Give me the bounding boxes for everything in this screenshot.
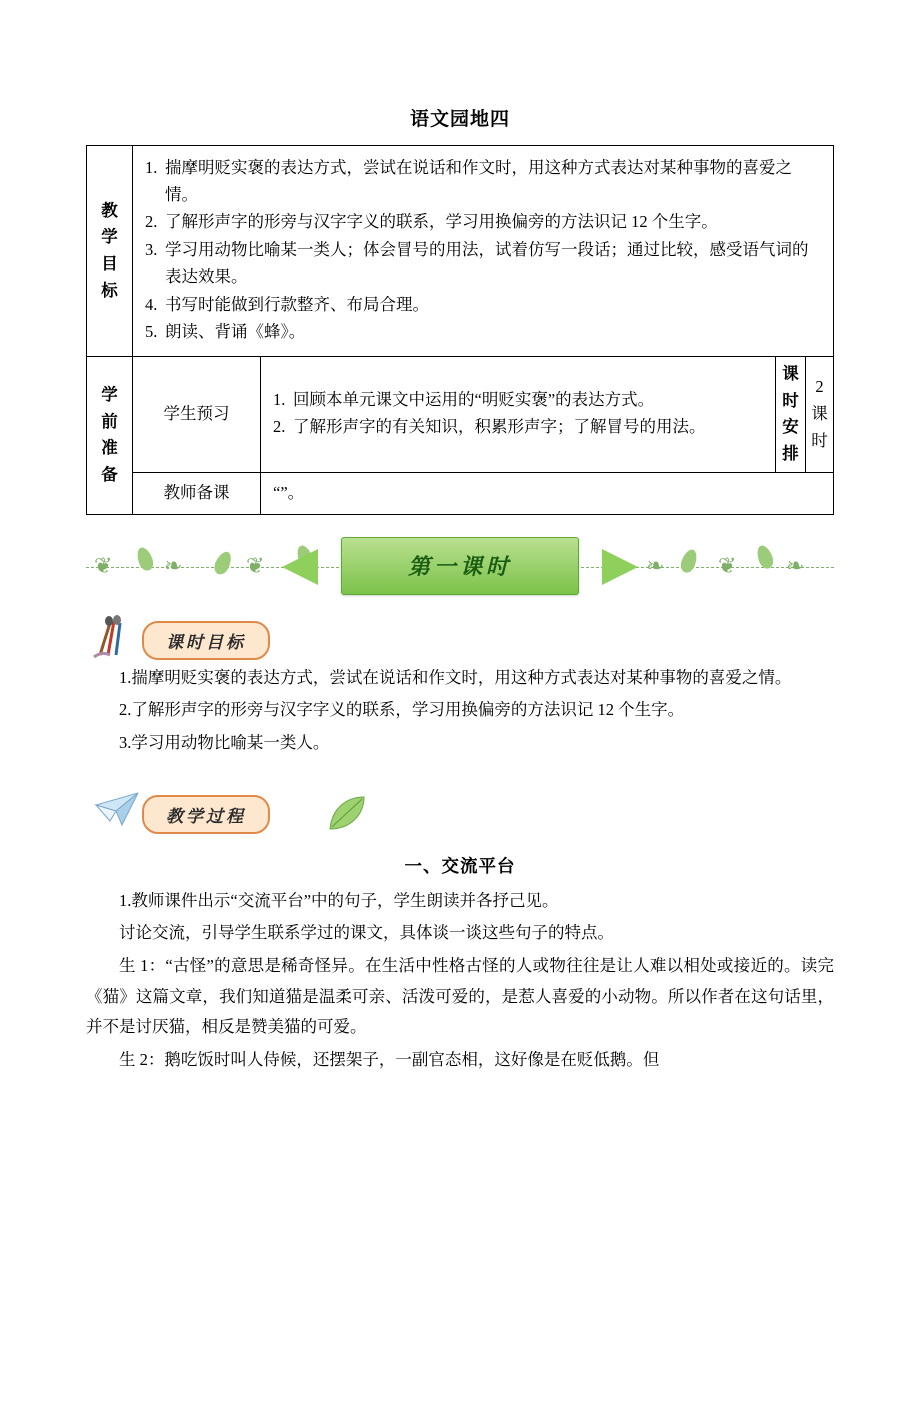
ribbon-banner xyxy=(341,537,579,595)
lesson-banner xyxy=(86,537,834,597)
prep-label: 学 前 准 备 xyxy=(87,357,133,515)
section-heading: 一、交流平台 xyxy=(404,855,516,876)
prep-number: 1. xyxy=(273,389,286,409)
prep-item xyxy=(273,387,765,414)
goal-text: 朗读、背诵《蜂》。 xyxy=(165,322,306,342)
ribbon-label: 第一课时 xyxy=(407,554,512,580)
table-row-goals xyxy=(87,146,834,357)
goal-item xyxy=(145,155,823,208)
section-paragraph: 生 1：“古怪”的意思是稀奇怪异。在生活中性格古怪的人或物往往是让人难以相处或接近的。读完《猫》这篇文章，我们知道猫是温柔可亲、活泼可爱的，是惹人喜爱的小动物。所以作者在这句话里，并不是讨厌猫，相反是赞美猫的可爱。 xyxy=(86,956,834,1037)
goal-number: 5. xyxy=(145,322,158,342)
prep-text: 了解形声字的有关知识，积累形声字；了解冒号的用法。 xyxy=(293,417,706,437)
objective-paragraph: 1.揣摩明贬实褒的表达方式，尝试在说话和作文时，用这种方式表达对某种事物的喜爱之情。 xyxy=(119,667,792,687)
prep-number: 2. xyxy=(273,417,286,437)
student-prep-label: 学生预习 xyxy=(133,357,261,473)
objective-paragraph: 3.学习用动物比喻某一类人。 xyxy=(119,733,330,752)
swirl-ornament-icon: ❦ xyxy=(94,552,113,578)
prep-text: 回顾本单元课文中运用的“明贬实褒”的表达方式。 xyxy=(293,389,655,409)
section-paragraph: 讨论交流，引导学生联系学过的课文，具体谈一谈这些句子的特点。 xyxy=(119,923,614,943)
arrange-label: 课 时 安 排 xyxy=(776,357,806,473)
objectives-pill-label: 课时目标 xyxy=(142,621,270,660)
leaf-icon xyxy=(326,793,368,833)
brush-pen-icon xyxy=(92,615,144,659)
table-row-teacher-prep xyxy=(87,472,834,514)
goal-item xyxy=(145,319,823,346)
spacer xyxy=(0,761,920,771)
ribbon-tail-right xyxy=(602,549,638,585)
paper-plane-icon xyxy=(94,791,142,831)
swirl-ornament-icon: ❧ xyxy=(646,552,665,578)
document-page xyxy=(0,104,920,1406)
goal-text: 学习用动物比喻某一类人；体会冒号的用法，试着仿写一段话；通过比较，感受语气词的表达效果。 xyxy=(165,240,809,286)
ribbon-tail-left xyxy=(282,549,318,585)
process-pill-row xyxy=(86,791,834,837)
goal-number: 3. xyxy=(145,240,158,260)
teacher-prep-label: 教师备课 xyxy=(133,472,261,514)
leaf-icon xyxy=(678,547,699,574)
goals-cell xyxy=(133,146,834,357)
arrange-value: 2 课 时 xyxy=(806,357,834,473)
swirl-ornament-icon: ❦ xyxy=(718,552,737,578)
teacher-prep-value: “”。 xyxy=(261,472,834,514)
page-title: 语文园地四 xyxy=(409,109,510,130)
goal-number: 1. xyxy=(145,158,158,177)
swirl-ornament-icon: ❧ xyxy=(786,552,805,578)
leaf-icon xyxy=(212,549,235,577)
swirl-ornament-icon: ❧ xyxy=(164,552,183,578)
objectives-body xyxy=(86,663,834,759)
prep-item xyxy=(273,414,765,441)
goal-item xyxy=(145,292,823,319)
student-prep-cell xyxy=(261,357,776,473)
goal-number: 2. xyxy=(145,212,158,232)
objective-paragraph: 2.了解形声字的形旁与汉字字义的联系，学习用换偏旁的方法识记 12 个生字。 xyxy=(119,700,685,720)
goal-text: 了解形声字的形旁与汉字字义的联系，学习用换偏旁的方法识记 12 个生字。 xyxy=(165,212,718,232)
process-pill-label: 教学过程 xyxy=(142,795,270,834)
goal-text: 书写时能做到行款整齐、布局合理。 xyxy=(165,294,429,314)
goal-item xyxy=(145,237,823,290)
section-paragraph: 1.教师课件出示“交流平台”中的句子，学生朗读并各抒己见。 xyxy=(119,890,559,910)
goal-number: 4. xyxy=(145,294,158,314)
swirl-ornament-icon: ❦ xyxy=(246,552,265,578)
objectives-pill-row xyxy=(86,617,834,663)
section-paragraph: 生 2：鹅吃饭时叫人侍候，还摆架子，一副官态相，这好像是在贬低鹅。但 xyxy=(119,1050,660,1070)
goal-item xyxy=(145,209,823,236)
goals-label: 教 学 目 标 xyxy=(87,146,133,357)
lesson-plan-table xyxy=(86,145,834,515)
section-body xyxy=(86,853,834,1076)
goal-text: 揣摩明贬实褒的表达方式，尝试在说话和作文时，用这种方式表达对某种事物的喜爱之情。 xyxy=(165,158,792,204)
table-row-student-prep xyxy=(87,357,834,473)
